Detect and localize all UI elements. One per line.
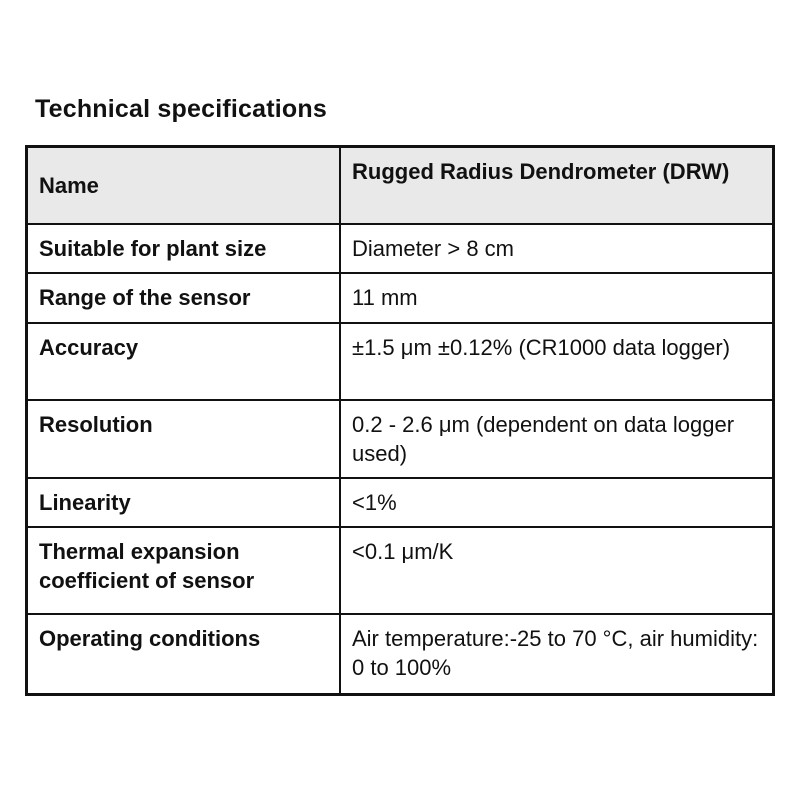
table-row-resolution xyxy=(27,400,774,478)
spec-label-resolution: Resolution xyxy=(27,400,341,478)
document-page xyxy=(25,0,775,696)
spec-value-operating-conditions: Air temperature:-25 to 70 °C, air humidity: 0 to 100% xyxy=(340,614,774,695)
spec-label-sensor-range: Range of the sensor xyxy=(27,273,341,323)
spec-label-plant-size: Suitable for plant size xyxy=(27,224,341,273)
spec-value-resolution: 0.2 - 2.6 μm (dependent on data logger used) xyxy=(340,400,774,478)
table-row-name xyxy=(27,147,774,224)
spec-label-linearity: Linearity xyxy=(27,478,341,527)
table-row-operating-conditions xyxy=(27,614,774,695)
spec-value-name: Rugged Radius Dendrometer (DRW) xyxy=(340,147,774,224)
spec-label-thermal-expansion: Thermal expansion coefficient of sensor xyxy=(27,527,341,614)
page-title: Technical specifications xyxy=(35,95,327,123)
spec-value-sensor-range: 11 mm xyxy=(340,273,774,323)
spec-value-thermal-expansion: <0.1 μm/K xyxy=(340,527,774,614)
spec-label-operating-conditions: Operating conditions xyxy=(27,614,341,695)
technical-specifications-table xyxy=(25,145,775,696)
table-row-thermal-expansion xyxy=(27,527,774,614)
spec-value-linearity: <1% xyxy=(340,478,774,527)
table-row-linearity xyxy=(27,478,774,527)
spec-label-accuracy: Accuracy xyxy=(27,323,341,400)
spec-label-name: Name xyxy=(27,147,341,224)
spec-value-accuracy: ±1.5 μm ±0.12% (CR1000 data logger) xyxy=(340,323,774,400)
spec-value-plant-size: Diameter > 8 cm xyxy=(340,224,774,273)
table-row-plant-size xyxy=(27,224,774,273)
table-row-accuracy xyxy=(27,323,774,400)
table-row-sensor-range xyxy=(27,273,774,323)
